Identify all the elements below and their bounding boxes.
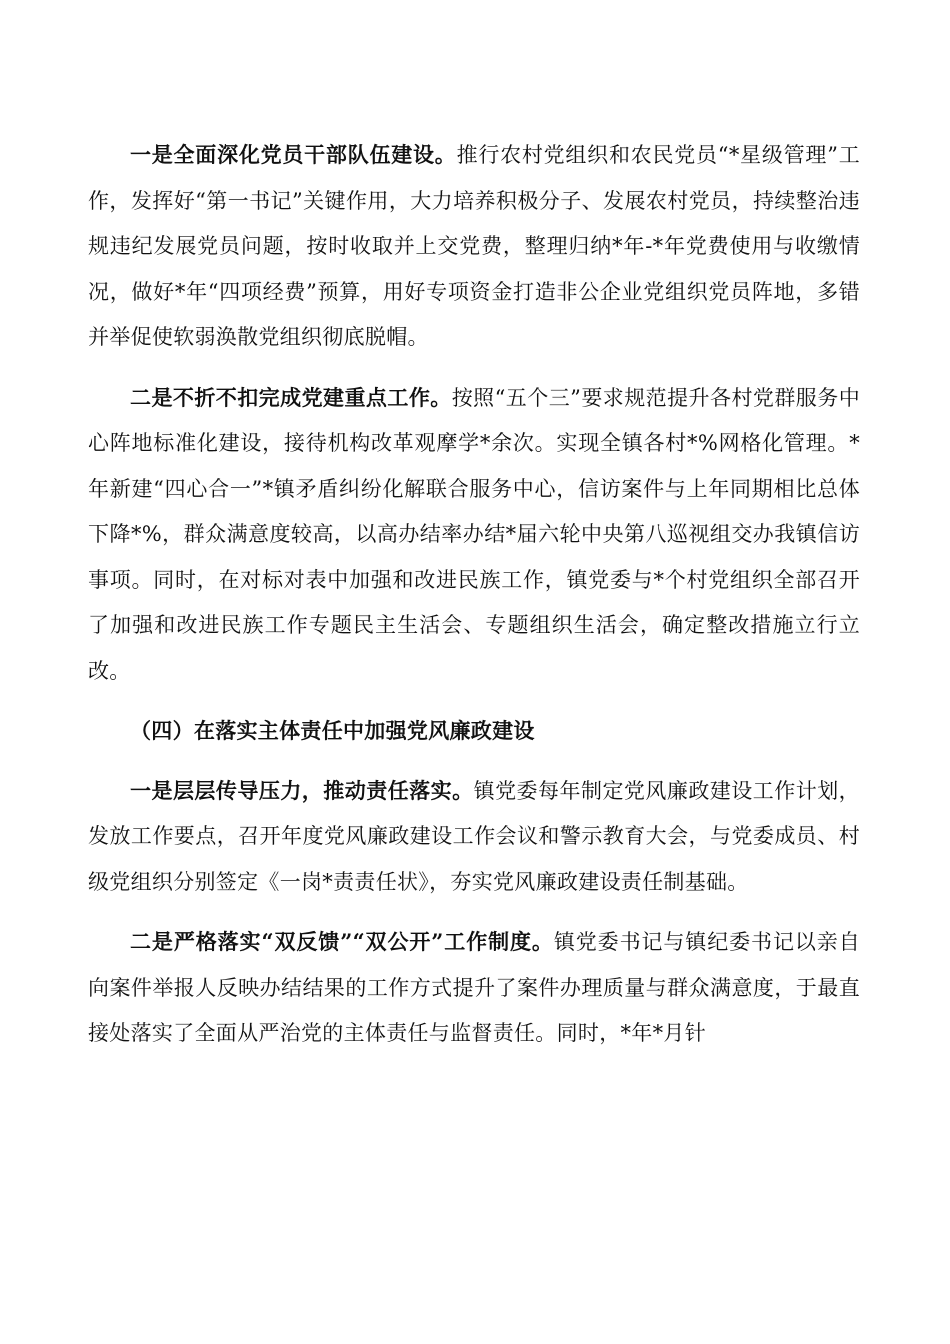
paragraph-text: 推行农村党组织和农民党员“*星级管理”工作，发挥好“第一书记”关键作用，大力培养积极分子、发展农村党员，持续整治违规违纪发展党员问题，按时收取并上交党费，整理归纳*年-*年党费使用与收缴情况，做好*年“四项经费”预算，用好专项资金打造非公企业党组织党员阵地，多错并举促使软弱涣散党组织彻底脱帽。: [88, 143, 860, 349]
paragraph-key-party-work: [88, 375, 860, 695]
paragraph-text: 镇党委书记与镇纪委书记以亲自向案件举报人反映办结结果的工作方式提升了案件办理质量与群众满意度，于最直接处落实了全面从严治党的主体责任与监督责任。同时，*年*月针: [88, 930, 860, 1045]
paragraph-lead: 二是不折不扣完成党建重点工作。: [130, 384, 452, 410]
section-heading: （四）在落实主体责任中加强党风廉政建设: [130, 718, 535, 743]
paragraph-double-feedback: [88, 919, 860, 1057]
paragraph-text: 镇党委每年制定党风廉政建设工作计划，发放工作要点，召开年度党风廉政建设工作会议和警示教育大会，与党委成员、村级党组织分别签定《一岗*责责任状》，夯实党风廉政建设责任制基础。: [88, 778, 860, 894]
paragraph-lead: 一是层层传导压力，推动责任落实。: [130, 777, 474, 803]
paragraph-lead: 二是严格落实“双反馈”“双公开”工作制度。: [130, 929, 554, 954]
paragraph-lead: 一是全面深化党员干部队伍建设。: [130, 142, 457, 167]
paragraph-pressure-responsibility: [88, 768, 860, 906]
paragraph-party-team-building: [88, 132, 860, 361]
document-body: [88, 132, 860, 1071]
paragraph-text: 按照“五个三”要求规范提升各村党群服务中心阵地标准化建设，接待机构改革观摩学*余次。实现全镇各村*%网格化管理。*年新建“四心合一”*镇矛盾纠纷化解联合服务中心，信访案件与上年同期相比总体下降*%，群众满意度较高，以高办结率办结*届六轮中央第八巡视组交办我镇信访事项。同时，在对标对表中加强和改进民族工作，镇党委与*个村党组织全部召开了加强和改进民族工作专题民主生活会、专题组织生活会，确定整改措施立行立改。: [88, 385, 860, 683]
